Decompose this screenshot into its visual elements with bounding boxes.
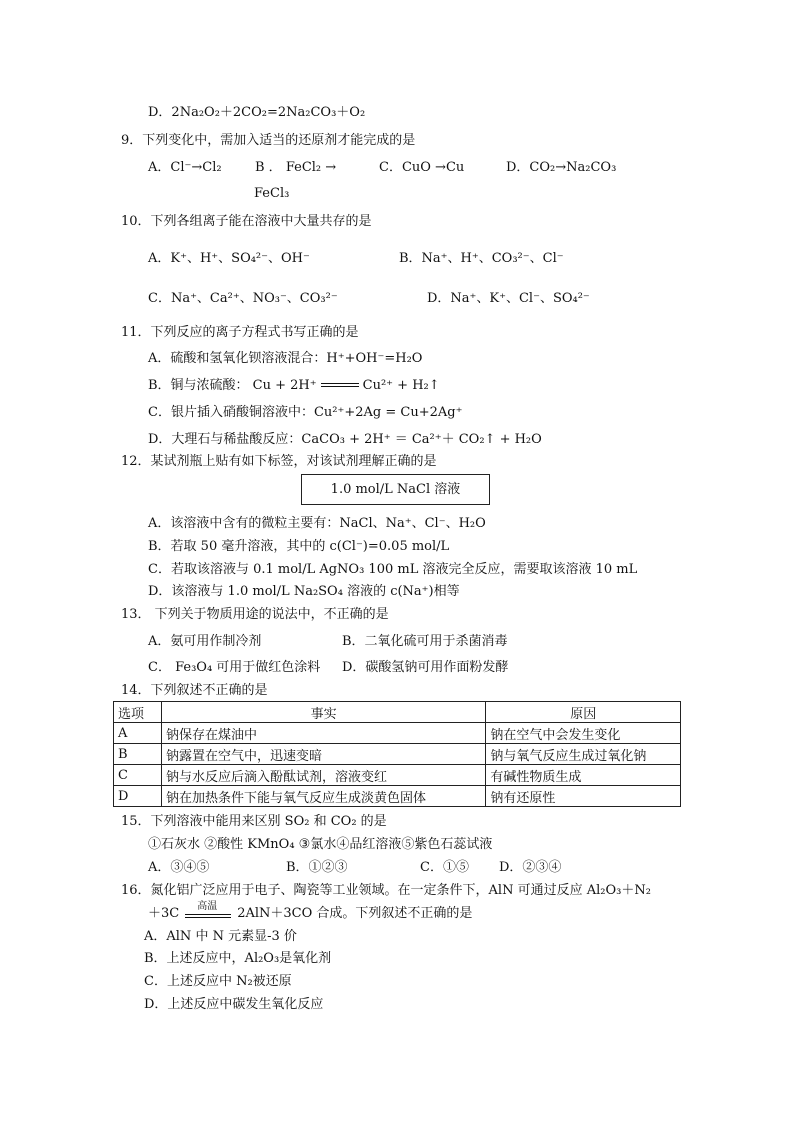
q11-option-c: C．银片插入硝酸铜溶液中：Cu²⁺+2Ag = Cu+2Ag⁺	[148, 405, 463, 420]
table-cell: 钠在空气中会发生变化	[486, 723, 681, 744]
q11-option-b-right: Cu²⁺ + H₂↑	[362, 378, 440, 393]
table-cell: 钠与水反应后滴入酚酞试剂，溶液变红	[161, 765, 485, 786]
q13-stem: 13． 下列关于物质用途的说法中，不正确的是	[121, 607, 389, 622]
reaction-condition-arrow	[185, 901, 231, 923]
q15-option-c: C．①⑤	[420, 860, 469, 875]
q8-option-d: D．2Na₂O₂＋2CO₂=2Na₂CO₃＋O₂	[148, 105, 366, 120]
q9-option-b: B ． FeCl₂ →	[255, 160, 337, 175]
q15-items: ①石灰水 ②酸性 KMnO₄ ③氯水④品红溶液⑤紫色石蕊试液	[148, 837, 493, 852]
reaction-condition-text: 高温	[197, 901, 218, 912]
q13-option-a: A．氨可用作制冷剂	[148, 634, 262, 649]
q10-stem: 10．下列各组离子能在溶液中大量共存的是	[121, 214, 372, 229]
q15-stem: 15．下列溶液中能用来区别 SO₂ 和 CO₂ 的是	[121, 814, 387, 829]
table-row	[114, 786, 681, 807]
table-cell: C	[114, 765, 162, 786]
q15-option-d: D．②③④	[499, 860, 562, 875]
q10-option-b: B．Na⁺、H⁺、CO₃²⁻、Cl⁻	[399, 251, 564, 266]
q13-option-d: D．碳酸氢钠可用作面粉发酵	[342, 660, 509, 675]
q12-option-c: C．若取该溶液与 0.1 mol/L AgNO₃ 100 mL 溶液完全反应，需要取该溶液 10 mL	[148, 562, 638, 577]
q11-stem: 11．下列反应的离子方程式书写正确的是	[121, 325, 359, 340]
q16-stem-line2	[148, 901, 473, 923]
header-fact: 事实	[161, 702, 485, 723]
table-cell: B	[114, 744, 162, 765]
q14-stem: 14．下列叙述不正确的是	[121, 683, 268, 698]
header-option: 选项	[114, 702, 162, 723]
q16-option-d: D．上述反应中碳发生氧化反应	[144, 997, 324, 1012]
q16-option-b: B．上述反应中，Al₂O₃是氧化剂	[144, 951, 332, 966]
q11-option-b	[148, 377, 440, 395]
table-header-row	[114, 702, 681, 723]
q15-option-a: A．③④⑤	[148, 860, 210, 875]
table-cell: D	[114, 786, 162, 807]
q10-option-c: C．Na⁺、Ca²⁺、NO₃⁻、CO₃²⁻	[148, 291, 338, 306]
q10-option-a: A．K⁺、H⁺、SO₄²⁻、OH⁻	[148, 251, 310, 266]
table-cell: A	[114, 723, 162, 744]
q15-option-b: B．①②③	[286, 860, 348, 875]
table-cell: 钠有还原性	[486, 786, 681, 807]
q13-option-b: B．二氧化硫可用于杀菌消毒	[342, 634, 508, 649]
q14-table	[113, 701, 681, 807]
q12-option-b: B．若取 50 毫升溶液，其中的 c(Cl⁻)=0.05 mol/L	[148, 539, 450, 554]
equation-equals-sign	[321, 381, 359, 391]
q11-option-a: A．硫酸和氢氧化钡溶液混合：H⁺+OH⁻=H₂O	[148, 351, 423, 366]
table-row	[114, 744, 681, 765]
q9-option-b-cont: FeCl₃	[254, 186, 290, 201]
q16-reactant-carbon: ＋3C	[148, 906, 180, 921]
q12-stem: 12．某试剂瓶上贴有如下标签，对该试剂理解正确的是	[121, 454, 437, 469]
table-cell: 钠露置在空气中，迅速变暗	[161, 744, 485, 765]
table-row	[114, 723, 681, 744]
table-cell: 钠保存在煤油中	[161, 723, 485, 744]
table-cell: 钠在加热条件下能与氧气反应生成淡黄色固体	[161, 786, 485, 807]
q16-stem-line1: 16．氮化铝广泛应用于电子、陶瓷等工业领域。在一定条件下，AlN 可通过反应 Al₂O₃＋N₂	[121, 883, 651, 898]
q16-products: 2AlN＋3CO 合成。下列叙述不正确的是	[237, 906, 473, 921]
q9-stem: 9．下列变化中，需加入适当的还原剂才能完成的是	[121, 133, 416, 148]
q12-option-a: A．该溶液中含有的微粒主要有：NaCl、Na⁺、Cl⁻、H₂O	[148, 516, 486, 531]
table-cell: 有碱性物质生成	[486, 765, 681, 786]
q12-option-d: D．该溶液与 1.0 mol/L Na₂SO₄ 溶液的 c(Na⁺)相等	[148, 584, 460, 599]
q9-option-a: A．Cl⁻→Cl₂	[148, 160, 222, 175]
q11-option-b-left: B．铜与浓硫酸： Cu + 2H⁺	[148, 378, 317, 393]
reagent-label-box: 1.0 mol/L NaCl 溶液	[301, 474, 490, 505]
q9-option-c: C．CuO →Cu	[379, 160, 465, 175]
q10-option-d: D．Na⁺、K⁺、Cl⁻、SO₄²⁻	[427, 291, 590, 306]
q11-option-d: D．大理石与稀盐酸反应：CaCO₃ + 2H⁺ ＝ Ca²⁺＋ CO₂↑ + H₂O	[148, 432, 542, 447]
header-reason: 原因	[486, 702, 681, 723]
table-cell: 钠与氧气反应生成过氧化钠	[486, 744, 681, 765]
q9-option-d: D．CO₂→Na₂CO₃	[506, 160, 617, 175]
q16-option-a: A．AlN 中 N 元素显-3 价	[144, 929, 297, 944]
table-row	[114, 765, 681, 786]
q13-option-c: C． Fe₃O₄ 可用于做红色涂料	[148, 660, 321, 675]
q16-option-c: C．上述反应中 N₂被还原	[144, 974, 292, 989]
